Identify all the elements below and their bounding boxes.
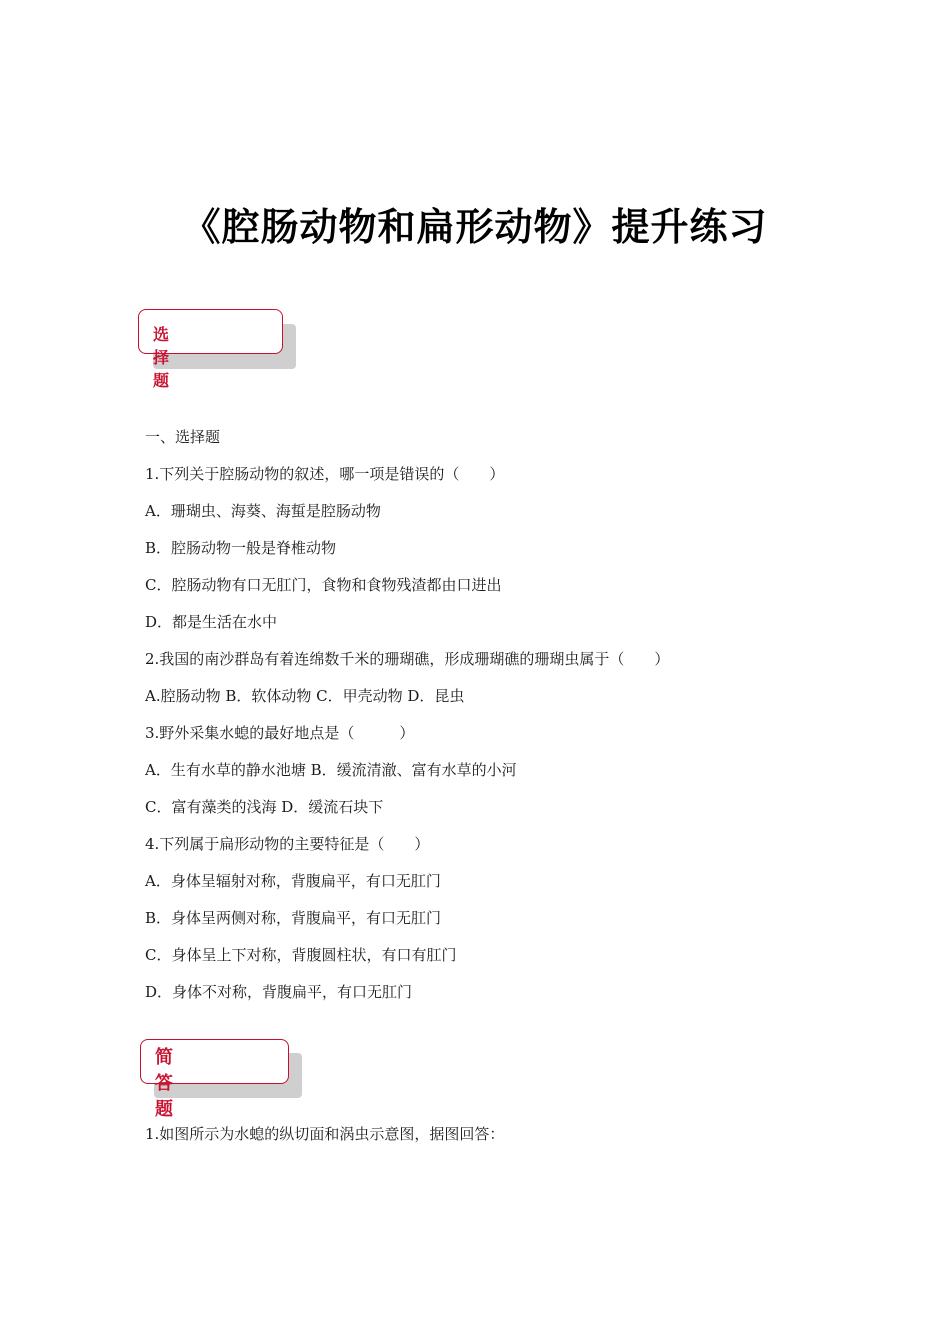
question-4-option-a: A．身体呈辐射对称，背腹扁平，有口无肛门 [145, 872, 441, 890]
question-4-option-b: B．身体呈两侧对称，背腹扁平，有口无肛门 [145, 909, 442, 927]
question-1-option-c: C．腔肠动物有口无肛门，食物和食物残渣都由口进出 [145, 576, 502, 594]
page-title: 《腔肠动物和扁形动物》提升练习 [182, 205, 768, 249]
section-header-label: 简答题 [155, 1047, 173, 1120]
question-3-options-cd: C．富有藻类的浅海 D．缓流石块下 [145, 798, 384, 816]
question-1: 1.下列关于腔肠动物的叙述，哪一项是错误的（ ） [145, 465, 505, 483]
question-4: 4.下列属于扁形动物的主要特征是（ ） [145, 835, 430, 853]
section-header-label: 选择题 [153, 325, 170, 390]
question-1-option-b: B．腔肠动物一般是脊椎动物 [145, 539, 337, 557]
question-2: 2.我国的南沙群岛有着连绵数千米的珊瑚礁，形成珊瑚礁的珊瑚虫属于（ ） [145, 650, 670, 668]
question-4-option-c: C．身体呈上下对称，背腹圆柱状，有口有肛门 [145, 946, 457, 964]
question-4-option-d: D．身体不对称，背腹扁平，有口无肛门 [145, 983, 413, 1001]
question-1-option-d: D．都是生活在水中 [145, 613, 278, 631]
question-3: 3.野外采集水螅的最好地点是（ ） [145, 724, 415, 742]
short-answer-question-1: 1.如图所示为水螅的纵切面和涡虫示意图，据图回答： [145, 1125, 505, 1143]
question-3-options-ab: A．生有水草的静水池塘 B．缓流清澈、富有水草的小河 [145, 761, 517, 779]
question-2-options: A.腔肠动物 B．软体动物 C．甲壳动物 D．昆虫 [145, 687, 465, 705]
section-heading: 一、选择题 [145, 428, 221, 446]
question-1-option-a: A．珊瑚虫、海葵、海蜇是腔肠动物 [145, 502, 381, 520]
